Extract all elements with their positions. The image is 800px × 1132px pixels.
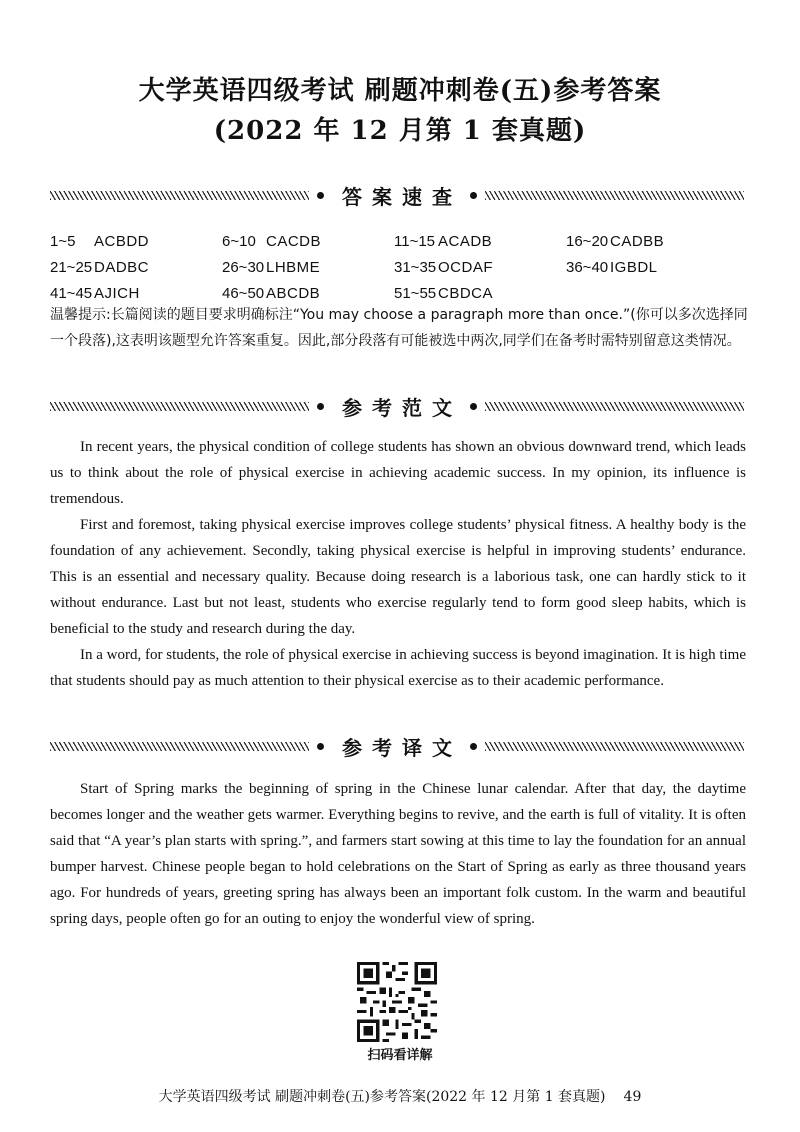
qr-caption: 扫码看详解 (367, 1048, 433, 1063)
answer-group (566, 233, 738, 250)
translation-body (50, 776, 746, 932)
bullet-dot (470, 403, 477, 410)
answers-section-title: 答案速查 (342, 184, 462, 209)
bullet-dot (470, 192, 477, 199)
hatch-decoration (485, 402, 744, 411)
answer-range: 26~30 (222, 258, 265, 276)
answer-group (222, 233, 394, 250)
answer-range: 31~35 (394, 258, 437, 276)
answer-group (50, 285, 222, 302)
answer-range: 1~5 (50, 232, 76, 250)
translation-paragraph: Start of Spring marks the beginning of spring in the Chinese lunar calendar. After that day, the daytime becomes longer and the weather gets warmer. Everything begins to revive, and the earth is full of vitality. It is often said that “A year’s plan starts with spring.”, and farmers start sowing at this time to lay the foundation for an annual bumper harvest. Chinese people began to hold celebrations on the Start of Spring as early as three thousand years ago. For hundreds of years, greeting spring has always been an important folk custom. In the warm and beautiful spring days, people often go for an outing to enjoy the wonderful view of spring. (50, 781, 746, 927)
answer-group (50, 233, 222, 250)
essay-body (50, 434, 746, 694)
answer-range: 11~15 (394, 232, 436, 250)
answer-range: 21~25 (50, 258, 93, 276)
answer-letters: DADBC (94, 258, 150, 276)
section-divider-essay (50, 394, 744, 418)
bullet-dot (317, 743, 324, 750)
answer-letters: ABCDB (266, 284, 321, 302)
tip-paragraph: 温馨提示:长篇阅读的题目要求明确标注“You may choose a paragraph more than once.”(你可以多次选择同一个段落),这表明该题型允许答案重复。因此,部分段落有可能被选中两次,同学们在备考时需特别留意这类情况。 (50, 307, 748, 349)
answer-group (394, 285, 566, 302)
answer-range: 16~20 (566, 232, 609, 250)
answer-letters: IGBDL (610, 258, 658, 276)
answer-letters: ACBDD (94, 232, 150, 250)
section-divider-translation (50, 734, 744, 758)
answer-group (50, 259, 222, 276)
hatch-decoration (485, 191, 744, 200)
essay-section-title: 参考范文 (342, 395, 462, 420)
answer-group (394, 233, 566, 250)
answer-range: 41~45 (50, 284, 93, 302)
section-divider-answers (50, 183, 744, 207)
answer-letters: CACDB (266, 232, 322, 250)
qr-code[interactable] (357, 962, 437, 1042)
bullet-dot (470, 743, 477, 750)
answer-key-grid (50, 228, 750, 306)
answer-group (566, 259, 738, 276)
answer-range: 6~10 (222, 232, 256, 250)
answer-letters: AJICH (94, 284, 140, 302)
hatch-decoration (485, 742, 744, 751)
answer-range: 46~50 (222, 284, 265, 302)
essay-paragraph: First and foremost, taking physical exercise improves college students’ physical fitness. A healthy body is the foundation of any achievement. Secondly, taking physical exercise is helpful in improving students’ endurance. This is an essential and necessary quality. Because doing research is a laborious task, one can hardly stick to it without endurance. Last but not least, students who exercise regularly tend to form good sleep habits, which is beneficial to the study and research during the day. (50, 517, 746, 637)
essay-paragraph: In a word, for students, the role of physical exercise in achieving success is beyond imagination. It is high time that students should pay as much attention to their physical exercise as to their academic performance. (50, 647, 746, 689)
answer-row (50, 254, 750, 280)
page-footer (0, 1086, 800, 1106)
answer-letters: OCDAF (438, 258, 493, 276)
footer-text: 大学英语四级考试 刷题冲刺卷(五)参考答案(2022 年 12 月第 1 套真题) (158, 1089, 606, 1105)
answer-letters: ACADB (438, 232, 493, 250)
essay-paragraph: In recent years, the physical condition of college students has shown an obvious downward trend, which leads us to think about the role of physical exercise in achieving academic success. In my opinion, its influence is tremendous. (50, 439, 746, 507)
bullet-dot (317, 192, 324, 199)
hatch-decoration (50, 191, 309, 200)
hatch-decoration (50, 742, 309, 751)
answer-row (50, 228, 750, 254)
answer-letters: LHBME (266, 258, 321, 276)
answer-range: 36~40 (566, 258, 609, 276)
translation-section-title: 参考译文 (342, 735, 462, 760)
answer-letters: CADBB (610, 232, 665, 250)
answer-group (222, 259, 394, 276)
page-subtitle: (2022 年 12 月第 1 套真题) (213, 116, 587, 146)
answer-group (222, 285, 394, 302)
answer-range: 51~55 (394, 284, 437, 302)
bullet-dot (317, 403, 324, 410)
hatch-decoration (50, 402, 309, 411)
page-number: 49 (623, 1089, 642, 1105)
answer-group (394, 259, 566, 276)
page-title: 大学英语四级考试 刷题冲刺卷(五)参考答案 (138, 76, 662, 106)
answer-letters: CBDCA (438, 284, 494, 302)
